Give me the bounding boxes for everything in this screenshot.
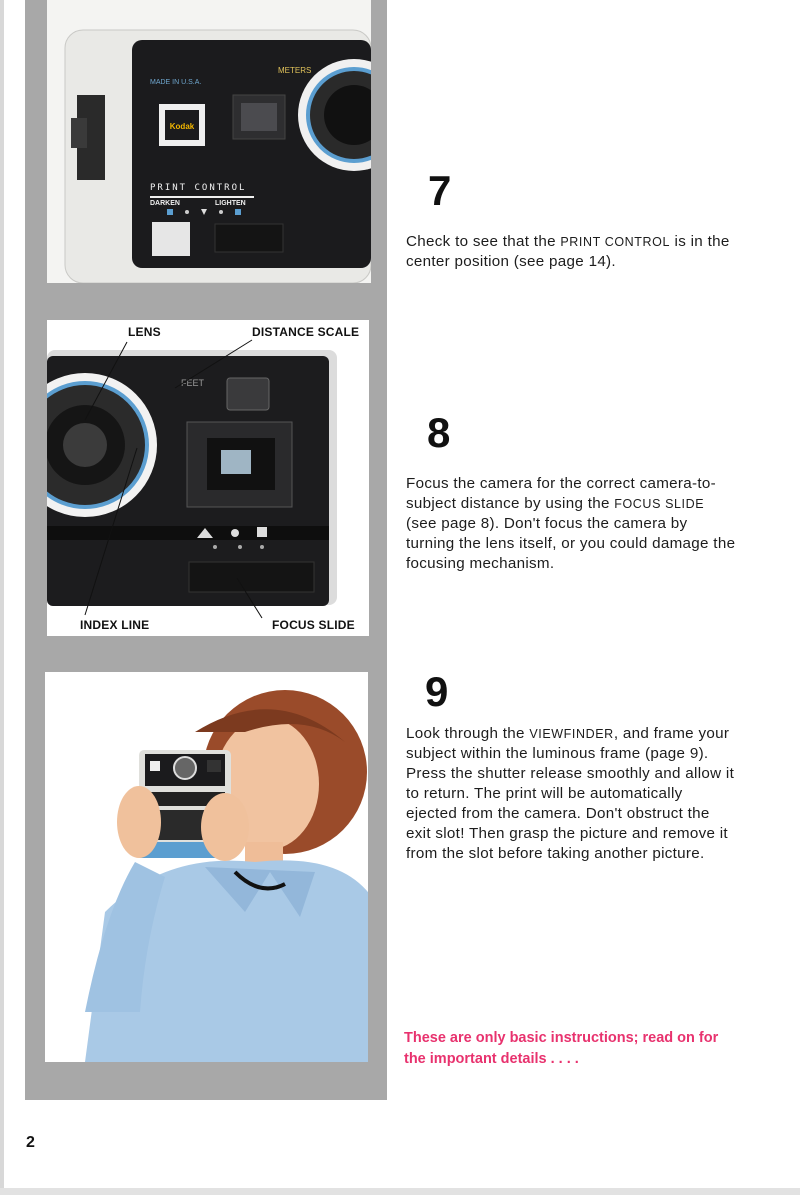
callout-index-line: INDEX LINE	[80, 618, 150, 632]
darken-label: DARKEN	[150, 200, 180, 207]
meters-label: METERS	[278, 66, 312, 75]
callout-focus-slide: FOCUS SLIDE	[272, 618, 355, 632]
basic-instructions-note: These are only basic instructions; read on for the important details . . . .	[404, 1030, 719, 1067]
step-9-number: 9	[425, 668, 449, 715]
viewfinder-term: VIEWFINDER	[529, 727, 614, 741]
lighten-label: LIGHTEN	[215, 200, 246, 207]
woman-with-camera-photo	[45, 672, 368, 1062]
made-in-label: MADE IN U.S.A.	[150, 79, 202, 86]
page-number: 2	[26, 1134, 35, 1151]
kodak-logo: Kodak	[169, 122, 195, 131]
step-7-number: 7	[428, 167, 452, 214]
callout-distance-scale: DISTANCE SCALE	[252, 325, 360, 339]
step-8-text: Focus the camera for the correct camera-to-subject distance by using the FOCUS SLIDE (see page 8). Don't focus the camera by turning the lens itself, or you could damage the focusing mechanism.	[406, 475, 736, 572]
focus-slide-term: FOCUS SLIDE	[614, 497, 705, 511]
callout-lens: LENS	[128, 325, 161, 339]
bottom-edge	[0, 1188, 800, 1195]
print-control-label: PRINT CONTROL	[150, 183, 247, 193]
print-control-term: PRINT CONTROL	[560, 235, 671, 249]
feet-label: FEET	[181, 378, 205, 388]
step-8-number: 8	[427, 409, 451, 456]
step-7-text: Check to see that the PRINT CONTROL is in the center position (see page 14).	[406, 233, 730, 270]
step-9-text: Look through the VIEWFINDER, and frame your subject within the luminous frame (page 9). Press the shutter release smoothly and allow it to return. The print will be automatically ejected from the camera. Don't obstruct the exit slot! Then grasp the picture and remove it from the slot before taking another picture.	[406, 725, 735, 862]
page-edge	[0, 0, 4, 1195]
lens-focus-photo	[47, 320, 369, 636]
print-control-photo	[47, 0, 371, 283]
